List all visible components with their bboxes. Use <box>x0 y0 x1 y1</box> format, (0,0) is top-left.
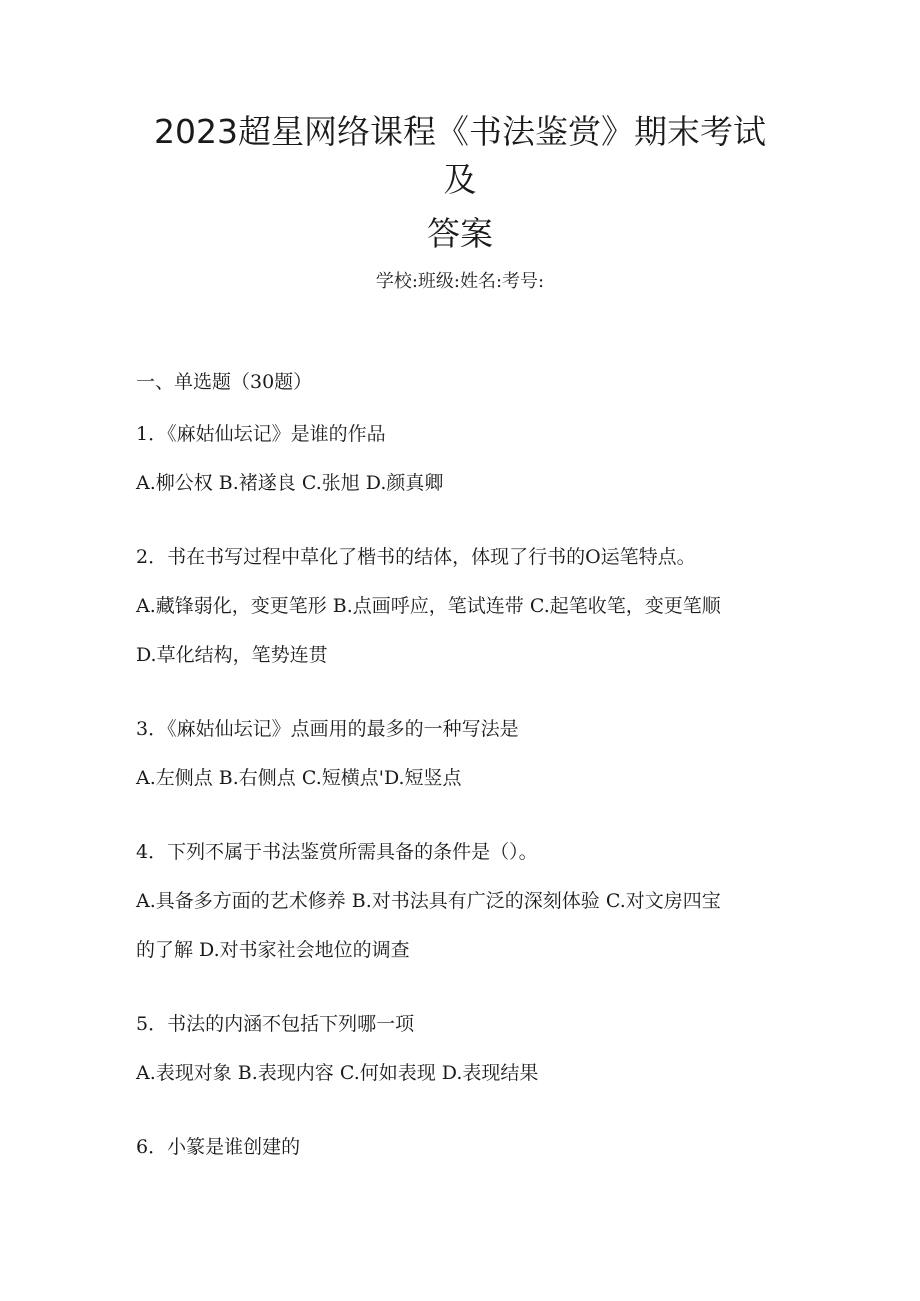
question-3-options: A.左侧点 B.右侧点 C.短横点'D.短竖点 <box>136 767 462 789</box>
question-5-options: A.表现对象 B.表现内容 C.何如表现 D.表现结果 <box>136 1062 539 1084</box>
question-2-options: A.藏锋弱化，变更笔形 B.点画呼应，笔试连带 C.起笔收笔，变更笔顺 <box>136 595 721 617</box>
question-4-options-cont: 的了解 D.对书家社会地位的调查 <box>136 939 410 961</box>
question-1-options: A.柳公权 B.褚遂良 C.张旭 D.颜真卿 <box>136 472 444 494</box>
document-title-line-1: 2023超星网络课程《书法鉴赏》期末考试 <box>154 112 766 151</box>
document-title-line-2: 及 <box>443 160 477 199</box>
question-6: 6．小篆是谁创建的 <box>136 1136 301 1158</box>
student-info-line: 学校:班级:姓名:考号: <box>375 271 545 292</box>
question-4-options: A.具备多方面的艺术修养 B.对书法具有广泛的深刻体验 C.对文房四宝 <box>136 890 721 912</box>
question-1: 1．《麻姑仙坛记》是谁的作品 <box>136 423 386 445</box>
section-heading: 一、单选题（30题） <box>136 371 313 393</box>
question-4: 4．下列不属于书法鉴赏所需具备的条件是（）。 <box>136 841 538 863</box>
question-5: 5．书法的内涵不包括下列哪一项 <box>136 1013 415 1035</box>
document-title-line-3: 答案 <box>427 214 493 253</box>
question-2-options-cont: D.草化结构，笔势连贯 <box>136 644 328 666</box>
question-3: 3．《麻姑仙坛记》点画用的最多的一种写法是 <box>136 718 519 740</box>
question-2: 2．书在书写过程中草化了楷书的结体，体现了行书的O运笔特点。 <box>136 546 696 568</box>
